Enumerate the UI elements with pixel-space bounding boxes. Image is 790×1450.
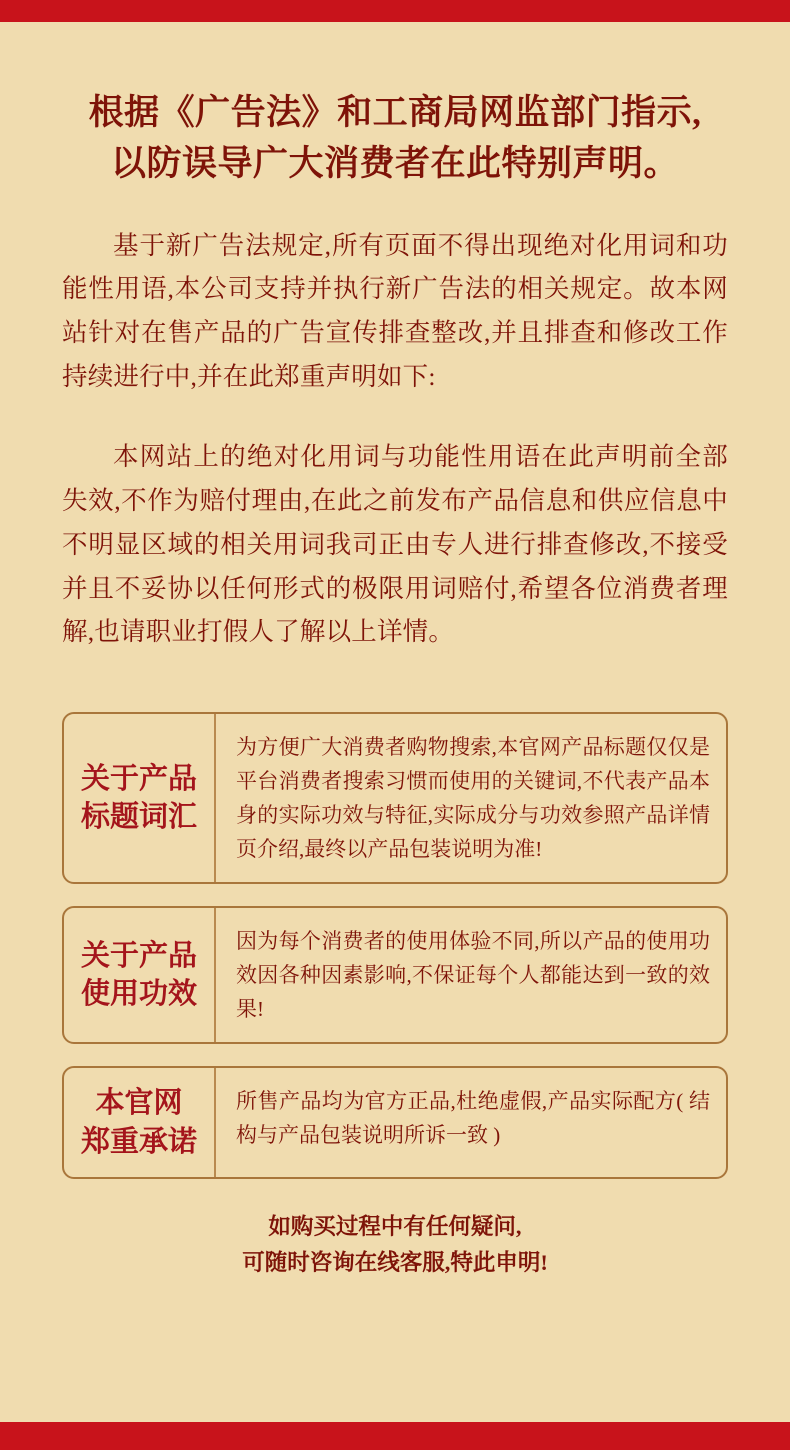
statement-paragraph-2: 本网站上的绝对化用词与功能性用语在此声明前全部失效,不作为赔付理由,在此之前发布产品信息和供应信息中不明显区域的相关用词我司正由专人进行排查修改,不接受并且不妥协以任何形式的极限用词赔付,希望各位消费者理解,也请职业打假人了解以上详情。 (62, 441, 728, 647)
page-title-line-1: 根据《广告法》和工商局网监部门指示, (88, 93, 702, 132)
clause-card-label (64, 1068, 216, 1177)
clause-card-label-line-1: 关于产品 (80, 940, 197, 973)
clause-card-label-line-1: 本官网 (95, 1087, 183, 1120)
clause-card-list (62, 712, 728, 1179)
clause-card-label-line-2: 标题词汇 (80, 801, 197, 834)
disclaimer-panel (0, 22, 790, 1422)
footer-note-line-1: 如购买过程中有任何疑问, (268, 1213, 522, 1239)
clause-card (62, 906, 728, 1044)
clause-card-label (64, 908, 216, 1042)
statement-paragraph-1: 基于新广告法规定,所有页面不得出现绝对化用词和功能性用语,本公司支持并执行新广告法的相关规定。故本网站针对在售产品的广告宣传排查整改,并且排查和修改工作持续进行中,并在此郑重声明如下: (62, 230, 728, 392)
clause-card-label-line-1: 关于产品 (80, 763, 197, 795)
clause-card-label (64, 714, 216, 882)
clause-card (62, 1066, 728, 1179)
clause-card-label-line-2: 使用功效 (80, 978, 197, 1011)
clause-card-label-line-2: 郑重承诺 (80, 1125, 197, 1158)
clause-card-text: 所售产品均为官方正品,杜绝虚假,产品实际配方( 结构与产品包装说明所诉一致 ) (236, 1089, 710, 1148)
clause-card-text: 因为每个消费者的使用体验不同,所以产品的使用功效因各种因素影响,不保证每个人都能达到一致的效果! (236, 929, 710, 1022)
page-title-line-2: 以防误导广大消费者在此特别声明。 (110, 143, 679, 183)
footer-note-line-2: 可随时咨询在线客服,特此申明! (242, 1250, 548, 1276)
footer-note (62, 1209, 728, 1282)
page-title (62, 88, 728, 190)
clause-card-text: 为方便广大消费者购物搜索,本官网产品标题仅仅是平台消费者搜索习惯而使用的关键词,不代表产品本身的实际功效与特征,实际成分与功效参照产品详情页介绍,最终以产品包装说明为准! (236, 735, 710, 862)
clause-card (62, 712, 728, 884)
